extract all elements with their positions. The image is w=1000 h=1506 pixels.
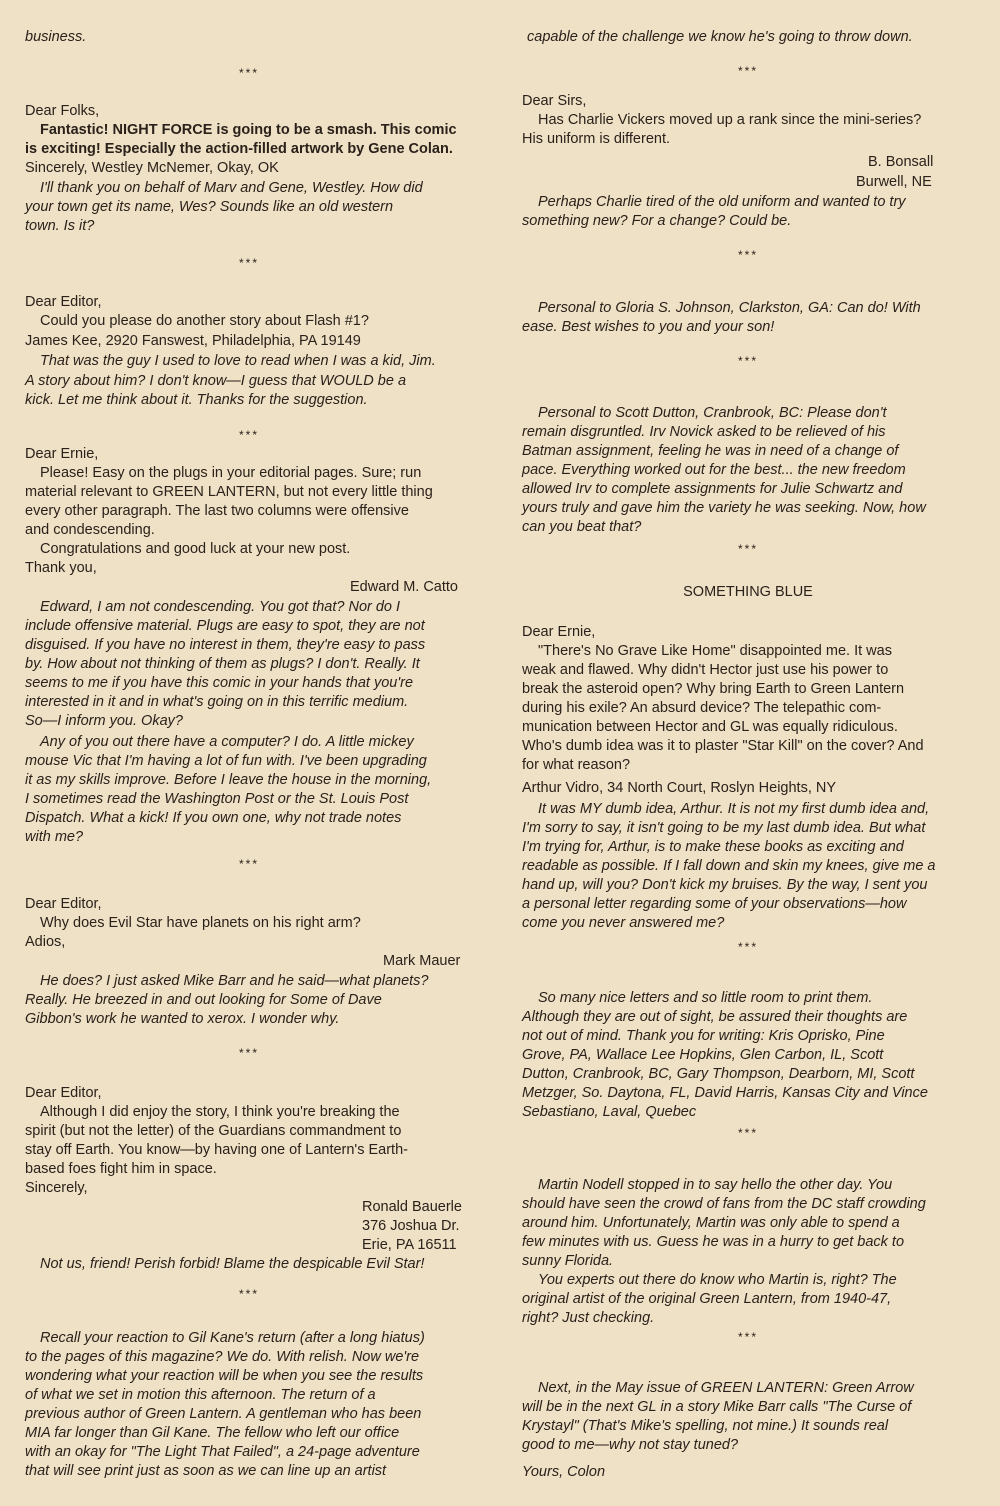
text-line: every other paragraph. The last two columns were offensive <box>25 503 409 519</box>
text-line: Recall your reaction to Gil Kane's return (after a long hiatus) <box>40 1330 425 1346</box>
text-line: I'm sorry to say, it isn't going to be my last dumb idea. But what <box>522 820 926 836</box>
text-line: capable of the challenge we know he's going to throw down. <box>527 29 913 45</box>
separator: *** <box>238 256 259 270</box>
text-line: Really. He breezed in and out looking for Some of Dave <box>25 992 382 1008</box>
text-line: I'll thank you on behalf of Marv and Gene, Westley. How did <box>40 180 423 196</box>
text-line: Personal to Gloria S. Johnson, Clarkston, GA: Can do! With <box>538 300 921 316</box>
text-line: break the asteroid open? Why bring Earth to Green Lantern <box>522 681 905 697</box>
text-line: to the pages of this magazine? We do. With relish. Now we're <box>25 1349 420 1365</box>
separator: *** <box>238 66 259 80</box>
text-line: I'm trying for, Arthur, is to make these books as exciting and <box>522 839 904 855</box>
signature: James Kee, 2920 Fanswest, Philadelphia, PA 19149 <box>25 333 361 349</box>
separator: *** <box>238 857 259 871</box>
text-line: wondering what your reaction will be when you see the results <box>25 1368 424 1384</box>
text-line: disguised. If you have no interest in them, they're easy to pass <box>25 637 426 653</box>
section-heading: SOMETHING BLUE <box>683 584 813 600</box>
text-line: Although they are out of sight, be assured their thoughts are <box>522 1009 908 1025</box>
separator: *** <box>737 1126 758 1140</box>
text-line: Why does Evil Star have planets on his right arm? <box>40 915 361 931</box>
address-line: Erie, PA 16511 <box>362 1237 457 1253</box>
text-line: You experts out there do know who Martin is, right? The <box>538 1272 897 1288</box>
text-line: can you beat that? <box>522 519 642 535</box>
text-line: spirit (but not the letter) of the Guardians commandment to <box>25 1123 402 1139</box>
text-line: Not us, friend! Perish forbid! Blame the despicable Evil Star! <box>40 1256 425 1272</box>
signature: Yours, Colon <box>522 1464 606 1480</box>
text-line: So—I inform you. Okay? <box>25 713 183 729</box>
salutation: Dear Folks, <box>25 103 100 119</box>
separator: *** <box>737 940 758 954</box>
text-line: Personal to Scott Dutton, Cranbrook, BC: Please don't <box>538 405 887 421</box>
separator: *** <box>238 428 259 442</box>
text-line: material relevant to GREEN LANTERN, but not every little thing <box>25 484 433 500</box>
text-line: "There's No Grave Like Home" disappointed me. It was <box>538 643 892 659</box>
text-line: Perhaps Charlie tired of the old uniform and wanted to try <box>538 194 906 210</box>
text-line: His uniform is different. <box>522 131 671 147</box>
text-line: town. Is it? <box>25 218 95 234</box>
separator: *** <box>737 64 758 78</box>
text-line: That was the guy I used to love to read when I was a kid, Jim. <box>40 353 436 369</box>
separator: *** <box>238 1046 259 1060</box>
salutation: Dear Editor, <box>25 896 102 912</box>
text-line: based foes fight him in space. <box>25 1161 217 1177</box>
text-line: readable as possible. If I fall down and skin my knees, give me a <box>522 858 936 874</box>
text-line: remain disgruntled. Irv Novick asked to be relieved of his <box>522 424 886 440</box>
text-line: Batman assignment, feeling he was in need of a change of <box>522 443 899 459</box>
text-line: is exciting! Especially the action-filled artwork by Gene Colan. <box>25 141 453 157</box>
separator: *** <box>737 248 758 262</box>
salutation: Dear Editor, <box>25 294 102 310</box>
separator: *** <box>737 354 758 368</box>
text-line: So many nice letters and so little room to print them. <box>538 990 873 1006</box>
text-line: few minutes with us. Guess he was in a hurry to get back to <box>522 1234 905 1250</box>
text-line: of what we set in motion this afternoon. The return of a <box>25 1387 376 1403</box>
text-line: Metzger, So. Daytona, FL, David Harris, Kansas City and Vince <box>522 1085 928 1101</box>
text-line: MIA far longer than Gil Kane. The fellow who left our office <box>25 1425 400 1441</box>
text-line: business. <box>25 29 87 45</box>
separator: *** <box>737 1330 758 1344</box>
salutation: Dear Sirs, <box>522 93 587 109</box>
text-line: Gibbon's work he wanted to xerox. I wonder why. <box>25 1011 340 1027</box>
signature: Arthur Vidro, 34 North Court, Roslyn Heights, NY <box>522 780 837 796</box>
text-line: will be in the next GL in a story Mike Barr calls "The Curse of <box>522 1399 912 1415</box>
text-line: something new? For a change? Could be. <box>522 213 792 229</box>
signature: Sincerely, Westley McNemer, Okay, OK <box>25 160 279 176</box>
text-line: Please! Easy on the plugs in your editorial pages. Sure; run <box>40 465 422 481</box>
text-line: right? Just checking. <box>522 1310 655 1326</box>
text-line: previous author of Green Lantern. A gentleman who has been <box>25 1406 422 1422</box>
text-line: around him. Unfortunately, Martin was only able to spend a <box>522 1215 900 1231</box>
text-line: Next, in the May issue of GREEN LANTERN: Green Arrow <box>538 1380 914 1396</box>
text-line: Krystayl" (That's Mike's spelling, not mine.) It sounds real <box>522 1418 889 1434</box>
text-line: I sometimes read the Washington Post or the St. Louis Post <box>25 791 409 807</box>
text-line: Grove, PA, Wallace Lee Hopkins, Glen Carbon, IL, Scott <box>522 1047 884 1063</box>
text-line: during his exile? An absurd device? The telepathic com- <box>522 700 882 716</box>
text-line: Adios, <box>25 934 66 950</box>
text-line: munication between Hector and GL was equally ridiculous. <box>522 719 898 735</box>
text-line: Thank you, <box>25 560 97 576</box>
text-line: mouse Vic that I'm having a lot of fun with. I've been upgrading <box>25 753 427 769</box>
text-line: for what reason? <box>522 757 631 773</box>
text-line: Any of you out there have a computer? I do. A little mickey <box>40 734 414 750</box>
text-line: Martin Nodell stopped in to say hello the other day. You <box>538 1177 893 1193</box>
text-line: allowed Irv to complete assignments for Julie Schwartz and <box>522 481 903 497</box>
text-line: not out of mind. Thank you for writing: Kris Oprisko, Pine <box>522 1028 885 1044</box>
text-line: He does? I just asked Mike Barr and he said—what planets? <box>40 973 429 989</box>
text-line: Who's dumb idea was it to plaster "Star Kill" on the cover? And <box>522 738 924 754</box>
text-line: by. How about not thinking of them as plugs? I don't. Really. It <box>25 656 420 672</box>
text-line: Has Charlie Vickers moved up a rank since the mini-series? <box>538 112 922 128</box>
text-line: Fantastic! NIGHT FORCE is going to be a smash. This comic <box>40 122 457 138</box>
text-line: kick. Let me think about it. Thanks for the suggestion. <box>25 392 368 408</box>
separator: *** <box>737 542 758 556</box>
text-line: hand up, will you? Don't kick my bruises. By the way, I sent you <box>522 877 928 893</box>
text-line: stay off Earth. You know—by having one of Lantern's Earth- <box>25 1142 408 1158</box>
text-line: include offensive material. Plugs are easy to spot, they are not <box>25 618 425 634</box>
text-line: A story about him? I don't know—I guess that WOULD be a <box>25 373 407 389</box>
salutation: Dear Ernie, <box>522 624 596 640</box>
text-line: It was MY dumb idea, Arthur. It is not my first dumb idea and, <box>538 801 930 817</box>
address-line: Burwell, NE <box>856 174 932 190</box>
text-line: Sebastiano, Laval, Quebec <box>522 1104 697 1120</box>
text-line: pace. Everything worked out for the best... the new freedom <box>522 462 906 478</box>
text-line: good to me—why not stay tuned? <box>522 1437 739 1453</box>
text-line: Dispatch. What a kick! If you own one, why not trade notes <box>25 810 402 826</box>
text-line: original artist of the original Green Lantern, from 1940-47, <box>522 1291 892 1307</box>
text-line: your town get its name, Wes? Sounds like an old western <box>25 199 394 215</box>
text-line: with me? <box>25 829 84 845</box>
text-line: a personal letter regarding some of your observations—how <box>522 896 907 912</box>
text-line: with an okay for "The Light That Failed", a 24-page adventure <box>25 1444 420 1460</box>
text-line: and condescending. <box>25 522 155 538</box>
text-line: yours truly and gave him the variety he was seeking. Now, how <box>522 500 926 516</box>
text-line: sunny Florida. <box>522 1253 614 1269</box>
text-line: should have seen the crowd of fans from the DC staff crowding <box>522 1196 926 1212</box>
text-line: it as my skills improve. Before I leave the house in the morning, <box>25 772 432 788</box>
address-line: 376 Joshua Dr. <box>362 1218 460 1234</box>
salutation: Dear Editor, <box>25 1085 102 1101</box>
text-line: seems to me if you have this comic in your hands that you're <box>25 675 414 691</box>
text-line: that will see print just as soon as we can line up an artist <box>25 1463 387 1479</box>
salutation: Dear Ernie, <box>25 446 99 462</box>
text-line: ease. Best wishes to you and your son! <box>522 319 775 335</box>
text-line: Congratulations and good luck at your new post. <box>40 541 351 557</box>
text-line: Sincerely, <box>25 1180 88 1196</box>
text-line: Dutton, Cranbrook, BC, Gary Thompson, Dearborn, MI, Scott <box>522 1066 915 1082</box>
signature: Edward M. Catto <box>350 579 458 595</box>
separator: *** <box>238 1287 259 1301</box>
text-line: Could you please do another story about Flash #1? <box>40 313 369 329</box>
signature: Mark Mauer <box>383 953 461 969</box>
text-line: Edward, I am not condescending. You got that? Nor do I <box>40 599 401 615</box>
text-line: interested in it and in what's going on in this terrific medium. <box>25 694 409 710</box>
text-line: Although I did enjoy the story, I think you're breaking the <box>40 1104 400 1120</box>
text-line: come you never answered me? <box>522 915 725 931</box>
signature: Ronald Bauerle <box>362 1199 462 1215</box>
signature: B. Bonsall <box>868 154 934 170</box>
text-line: weak and flawed. Why didn't Hector just use his power to <box>522 662 889 678</box>
